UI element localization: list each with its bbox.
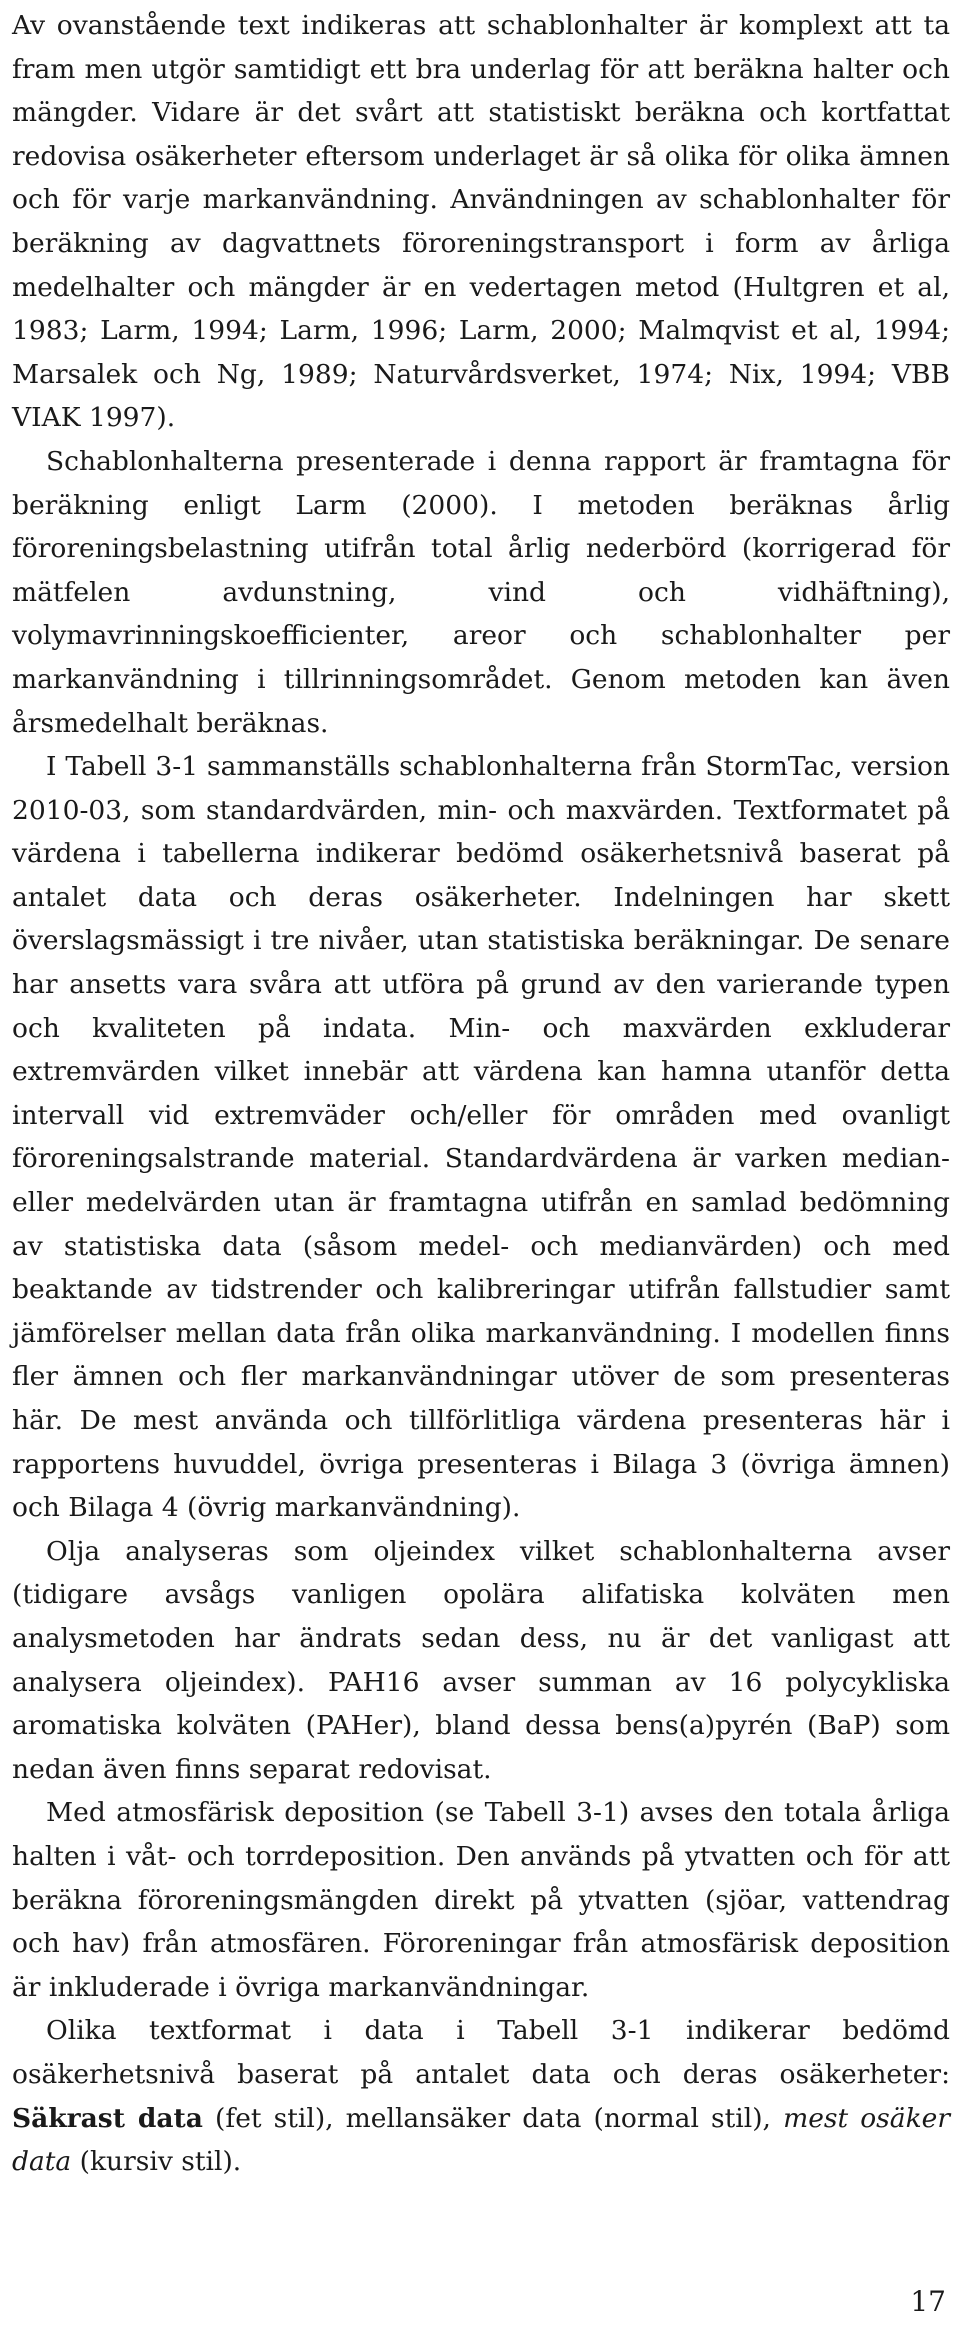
paragraph-6-end: (kursiv stil).: [71, 2146, 242, 2178]
page-number: 17: [910, 2285, 946, 2318]
paragraph-6-lead: Olika textformat i data i Tabell 3-1 indikerar bedömd osäkerhetsnivå baserat på antalet data och deras osäkerheter:: [12, 2015, 950, 2090]
document-page: [12, 0, 950, 2184]
paragraph-3: I Tabell 3-1 sammanställs schablonhalterna från StormTac, version 2010-03, som standardvärden, min- och maxvärden. Textformatet på värdena i tabellerna indikerar bedömd osäkerhetsnivå baserat på antalet data och deras osäkerheter. Indelningen har skett överslagsmässigt i tre nivåer, utan statistiska beräkningar. De senare har ansetts vara svåra att utföra på grund av den varierande typen och kvaliteten på indata. Min- och maxvärden exkluderar extremvärden vilket innebär att värdena kan hamna utanför detta intervall vid extremväder och/eller för områden med ovanligt föroreningsalstrande material. Standardvärdena är varken median- eller medelvärden utan är framtagna utifrån en samlad bedömning av statistiska data (såsom medel- och medianvärden) och med beaktande av tidstrender och kalibreringar utifrån fallstudier samt jämförelser mellan data från olika markanvändning. I modellen finns fler ämnen och fler markanvändningar utöver de som presenteras här. De mest använda och tillförlitliga värdena presenteras här i rapportens huvuddel, övriga presenteras i Bilaga 3 (övriga ämnen) och Bilaga 4 (övrig markanvändning).: [12, 751, 950, 1524]
paragraph-2: Schablonhalterna presenterade i denna rapport är framtagna för beräkning enligt Larm (2000). I metoden beräknas årlig föroreningsbelastning utifrån total årlig nederbörd (korrigerad för mätfelen avdunstning, vind och vidhäftning), volymavrinningskoefficienter, areor och schablonhalter per markanvändning i tillrinningsområdet. Genom metoden kan även årsmedelhalt beräknas.: [12, 445, 950, 739]
italic-example: mest osäker data: [12, 2102, 950, 2178]
paragraph-6-middle: (fet stil), mellansäker data (normal stil),: [202, 2102, 784, 2134]
bold-example: Säkrast data: [12, 2102, 203, 2134]
paragraph-1: Av ovanstående text indikeras att schablonhalter är komplext att ta fram men utgör samtidigt ett bra underlag för att beräkna halter och mängder. Vidare är det svårt att statistiskt beräkna och kortfattat redovisa osäkerheter eftersom underlaget är så olika för olika ämnen och för varje markanvändning. Användningen av schablonhalter för beräkning av dagvattnets föroreningstransport i form av årliga medelhalter och mängder är en vedertagen metod (Hultgren et al, 1983; Larm, 1994; Larm, 1996; Larm, 2000; Malmqvist et al, 1994; Marsalek och Ng, 1989; Naturvårdsverket, 1974; Nix, 1994; VBB VIAK 1997).: [12, 10, 950, 434]
paragraph-6: [12, 2009, 950, 2183]
paragraph-5: Med atmosfärisk deposition (se Tabell 3-1) avses den totala årliga halten i våt- och torrdeposition. Den används på ytvatten och för att beräkna föroreningsmängden direkt på ytvatten (sjöar, vattendrag och hav) från atmosfären. Föroreningar från atmosfärisk deposition är inkluderade i övriga markanvändningar.: [12, 1797, 950, 2003]
paragraph-4: Olja analyseras som oljeindex vilket schablonhalterna avser (tidigare avsågs vanligen opolära alifatiska kolväten men analysmetoden har ändrats sedan dess, nu är det vanligast att analysera oljeindex). PAH16 avser summan av 16 polycykliska aromatiska kolväten (PAHer), bland dessa bens(a)pyrén (BaP) som nedan även finns separat redovisat.: [12, 1535, 950, 1785]
